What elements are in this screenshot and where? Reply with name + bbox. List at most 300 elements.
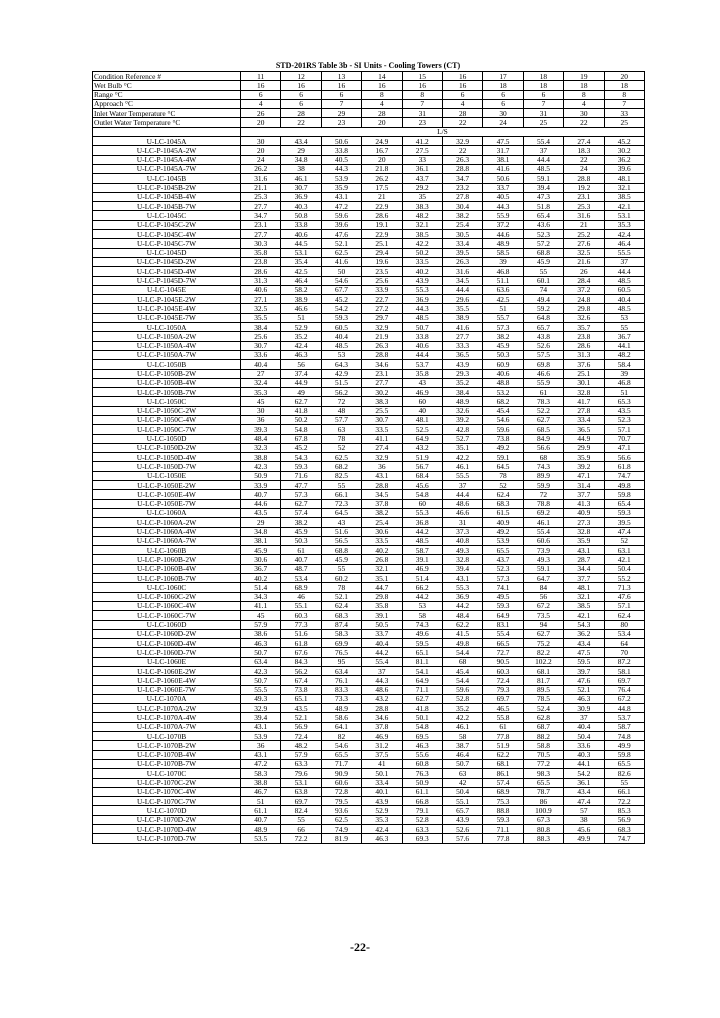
flow-value: 50.7: [442, 759, 482, 768]
flow-value: 33.9: [241, 481, 281, 490]
flow-value: 51.8: [523, 202, 563, 211]
condition-value: 8: [362, 90, 402, 99]
table-row: [93, 583, 645, 592]
flow-value: 58.3: [321, 629, 361, 638]
flow-value: 38.5: [402, 230, 442, 239]
flow-value: 32.9: [362, 453, 402, 462]
flow-value: 58.7: [604, 722, 644, 731]
flow-value: 42.4: [604, 230, 644, 239]
condition-value: 6: [241, 90, 281, 99]
flow-value: 28.8: [442, 164, 482, 173]
flow-value: 40.7: [281, 555, 321, 564]
flow-value: 88.2: [523, 732, 563, 741]
flow-value: 16.7: [362, 146, 402, 155]
flow-value: 42.2: [442, 713, 482, 722]
flow-value: 33.4: [442, 239, 482, 248]
flow-value: 68.8: [321, 546, 361, 555]
flow-value: 60.3: [483, 667, 523, 676]
flow-value: 38.8: [241, 453, 281, 462]
flow-value: 49.9: [564, 834, 604, 843]
flow-value: 69.9: [321, 639, 361, 648]
flow-value: 50.7: [241, 676, 281, 685]
flow-value: 54.3: [281, 453, 321, 462]
flow-value: 26.8: [362, 555, 402, 564]
flow-value: 24.9: [362, 137, 402, 146]
flow-value: 49.3: [241, 694, 281, 703]
flow-value: 48.4: [442, 611, 482, 620]
flow-value: 50.5: [362, 620, 402, 629]
flow-value: 49.4: [523, 295, 563, 304]
flow-value: 35.2: [281, 332, 321, 341]
flow-value: 44.2: [362, 648, 402, 657]
table-row: [93, 713, 645, 722]
flow-value: 37.2: [483, 220, 523, 229]
flow-value: 55.5: [442, 471, 482, 480]
model-name: U-LC-1045A: [93, 137, 241, 146]
flow-value: 43.1: [564, 546, 604, 555]
flow-value: 30.7: [241, 341, 281, 350]
flow-value: 78: [321, 434, 361, 443]
flow-value: 68.1: [523, 667, 563, 676]
flow-value: 23.1: [362, 369, 402, 378]
cooling-tower-table: [92, 71, 645, 844]
flow-value: 46.1: [442, 722, 482, 731]
flow-value: 68.8: [523, 248, 563, 257]
model-name: U-LC-P-1060B-7W: [93, 574, 241, 583]
flow-value: 39.4: [442, 564, 482, 573]
flow-value: 35.2: [442, 378, 482, 387]
flow-value: 73.9: [523, 546, 563, 555]
flow-value: 60.5: [321, 323, 361, 332]
flow-value: 68.3: [483, 499, 523, 508]
flow-value: 42.9: [321, 369, 361, 378]
flow-value: 40.6: [402, 341, 442, 350]
flow-value: 44.3: [402, 304, 442, 313]
flow-value: 44.2: [402, 527, 442, 536]
table-row: [93, 202, 645, 211]
flow-value: 64.9: [402, 676, 442, 685]
flow-value: 23.2: [442, 183, 482, 192]
flow-value: 44.6: [483, 230, 523, 239]
flow-value: 48.2: [281, 741, 321, 750]
flow-value: 75.2: [523, 639, 563, 648]
condition-value: 16: [442, 72, 482, 81]
table-row: [93, 769, 645, 778]
model-name: U-LC-1060E: [93, 657, 241, 666]
flow-value: 35.5: [241, 313, 281, 322]
condition-value: 8: [402, 90, 442, 99]
flow-value: 44.9: [564, 434, 604, 443]
flow-value: 31.6: [564, 211, 604, 220]
model-name: U-LC-P-1045C-4W: [93, 230, 241, 239]
flow-value: 47.1: [564, 471, 604, 480]
table-row: [93, 397, 645, 406]
flow-value: 50.9: [402, 778, 442, 787]
model-name: U-LC-P-1060A-2W: [93, 518, 241, 527]
condition-value: 6: [281, 90, 321, 99]
flow-value: 22.9: [362, 230, 402, 239]
model-name: U-LC-P-1050A-4W: [93, 341, 241, 350]
flow-value: 27.7: [241, 202, 281, 211]
condition-value: 18: [483, 81, 523, 90]
flow-value: 43.6: [523, 220, 563, 229]
condition-value: 20: [362, 118, 402, 127]
flow-value: 18.3: [564, 146, 604, 155]
flow-value: 60.1: [523, 276, 563, 285]
flow-value: 76.1: [321, 676, 361, 685]
flow-value: 74.3: [523, 462, 563, 471]
flow-value: 37.5: [362, 750, 402, 759]
flow-value: 57: [564, 806, 604, 815]
model-name: U-LC-P-1070D-2W: [93, 815, 241, 824]
flow-value: 38.4: [241, 323, 281, 332]
model-name: U-LC-P-1060C-7W: [93, 611, 241, 620]
flow-value: 46.4: [281, 276, 321, 285]
flow-value: 72.4: [281, 732, 321, 741]
model-name: U-LC-P-1045E-4W: [93, 304, 241, 313]
flow-value: 42.3: [241, 462, 281, 471]
flow-value: 43: [402, 378, 442, 387]
flow-value: 41.3: [564, 499, 604, 508]
table-row: [93, 611, 645, 620]
model-name: U-LC-P-1070A-2W: [93, 704, 241, 713]
flow-value: 65.1: [281, 694, 321, 703]
flow-value: 54.4: [442, 676, 482, 685]
flow-value: 71.1: [483, 825, 523, 834]
model-name: U-LC-P-1070A-4W: [93, 713, 241, 722]
condition-value: 31: [402, 109, 442, 118]
flow-value: 56.6: [523, 443, 563, 452]
flow-value: 84: [523, 583, 563, 592]
flow-value: 67.8: [281, 434, 321, 443]
model-name: U-LC-P-1070B-7W: [93, 759, 241, 768]
flow-value: 76.3: [402, 769, 442, 778]
table-row: [93, 778, 645, 787]
flow-value: 39.1: [402, 555, 442, 564]
flow-value: 22: [564, 155, 604, 164]
flow-value: 53.9: [483, 536, 523, 545]
flow-value: 28.6: [362, 211, 402, 220]
flow-value: 48.9: [321, 704, 361, 713]
flow-value: 50.2: [402, 248, 442, 257]
flow-value: 33.5: [362, 536, 402, 545]
model-name: U-LC-P-1045E-2W: [93, 295, 241, 304]
flow-value: 69.3: [402, 834, 442, 843]
table-row: [93, 313, 645, 322]
condition-value: 16: [362, 81, 402, 90]
flow-value: 51.4: [241, 583, 281, 592]
table-row: [93, 276, 645, 285]
flow-value: 47.2: [321, 202, 361, 211]
flow-value: 40.4: [321, 332, 361, 341]
flow-value: 26.3: [362, 341, 402, 350]
model-name: U-LC-1060B: [93, 546, 241, 555]
flow-value: 50: [321, 267, 361, 276]
flow-value: 60.3: [281, 611, 321, 620]
flow-value: 68.1: [483, 759, 523, 768]
model-name: U-LC-1060C: [93, 583, 241, 592]
model-name: U-LC-P-1060C-4W: [93, 601, 241, 610]
table-row: [93, 341, 645, 350]
model-name: U-LC-P-1045A-2W: [93, 146, 241, 155]
flow-value: 41.6: [321, 257, 361, 266]
flow-value: 67.2: [523, 601, 563, 610]
flow-value: 30.6: [241, 555, 281, 564]
flow-value: 55.3: [402, 285, 442, 294]
flow-value: 48.9: [483, 239, 523, 248]
flow-value: 34.6: [362, 713, 402, 722]
flow-value: 56.2: [281, 667, 321, 676]
flow-value: 51.5: [321, 378, 361, 387]
flow-value: 34.4: [564, 564, 604, 573]
flow-value: 24: [241, 155, 281, 164]
flow-value: 45.9: [483, 341, 523, 350]
flow-value: 53: [321, 350, 361, 359]
flow-value: 55.6: [402, 750, 442, 759]
flow-value: 48.1: [604, 174, 644, 183]
flow-value: 42.2: [402, 239, 442, 248]
flow-value: 43.2: [362, 694, 402, 703]
condition-value: 28: [442, 109, 482, 118]
model-name: U-LC-P-1050D-2W: [93, 443, 241, 452]
flow-value: 41.7: [564, 397, 604, 406]
flow-value: 74.3: [402, 620, 442, 629]
model-name: U-LC-P-1050A-2W: [93, 332, 241, 341]
flow-value: 26.2: [362, 174, 402, 183]
flow-value: 37: [604, 257, 644, 266]
flow-value: 34.3: [241, 592, 281, 601]
condition-label: Wet Bulb °C: [93, 81, 241, 90]
flow-value: 45.6: [402, 481, 442, 490]
model-name: U-LC-P-1050C-7W: [93, 425, 241, 434]
flow-value: 36.7: [241, 564, 281, 573]
condition-value: 7: [604, 99, 644, 108]
flow-value: 85.3: [604, 806, 644, 815]
flow-value: 40.9: [483, 518, 523, 527]
flow-value: 36.1: [402, 164, 442, 173]
flow-value: 30: [241, 137, 281, 146]
flow-value: 100.9: [523, 806, 563, 815]
condition-value: 16: [241, 81, 281, 90]
flow-value: 46.4: [604, 239, 644, 248]
flow-value: 35.3: [241, 388, 281, 397]
flow-value: 52.8: [442, 694, 482, 703]
flow-value: 48.1: [402, 415, 442, 424]
model-name: U-LC-1060A: [93, 508, 241, 517]
flow-value: 43.7: [402, 174, 442, 183]
flow-value: 61.1: [402, 787, 442, 796]
flow-value: 32.5: [564, 248, 604, 257]
flow-value: 58.1: [604, 667, 644, 676]
flow-value: 45.6: [564, 825, 604, 834]
flow-value: 83.1: [483, 620, 523, 629]
flow-value: 24.8: [564, 295, 604, 304]
flow-value: 41.8: [402, 704, 442, 713]
flow-value: 33.7: [362, 629, 402, 638]
flow-value: 35.9: [564, 453, 604, 462]
flow-value: 56.9: [604, 815, 644, 824]
flow-value: 60: [402, 499, 442, 508]
flow-value: 31.3: [564, 350, 604, 359]
flow-value: 38.4: [442, 388, 482, 397]
flow-value: 48.6: [362, 685, 402, 694]
flow-value: 44.5: [281, 239, 321, 248]
units-row: [93, 127, 645, 136]
flow-value: 29.6: [442, 295, 482, 304]
flow-value: 49.3: [523, 555, 563, 564]
condition-value: 18: [564, 81, 604, 90]
flow-value: 54.8: [402, 490, 442, 499]
flow-value: 50.1: [402, 713, 442, 722]
flow-value: 34.7: [241, 211, 281, 220]
flow-value: 47.5: [564, 648, 604, 657]
condition-value: 31: [523, 109, 563, 118]
flow-value: 33.8: [281, 220, 321, 229]
flow-value: 28.6: [241, 267, 281, 276]
model-name: U-LC-P-1060B-2W: [93, 555, 241, 564]
flow-value: 60.5: [604, 285, 644, 294]
flow-value: 41.2: [402, 137, 442, 146]
flow-value: 38.2: [442, 211, 482, 220]
flow-value: 57.7: [321, 415, 361, 424]
flow-value: 59.8: [604, 750, 644, 759]
flow-value: 44.3: [483, 202, 523, 211]
model-name: U-LC-1050A: [93, 323, 241, 332]
flow-value: 50.3: [281, 536, 321, 545]
condition-value: 12: [281, 72, 321, 81]
flow-value: 48.2: [402, 211, 442, 220]
condition-label: Condition Reference #: [93, 72, 241, 81]
table-row: [93, 220, 645, 229]
flow-value: 55: [604, 323, 644, 332]
model-name: U-LC-P-1060A-7W: [93, 536, 241, 545]
flow-value: 37: [523, 146, 563, 155]
flow-value: 60.6: [321, 778, 361, 787]
table-row: [93, 555, 645, 564]
flow-value: 53.7: [402, 360, 442, 369]
flow-value: 58.3: [241, 769, 281, 778]
flow-value: 40.5: [483, 192, 523, 201]
flow-value: 65.5: [321, 750, 361, 759]
flow-value: 29: [241, 518, 281, 527]
flow-value: 64.9: [402, 434, 442, 443]
flow-value: 43.2: [402, 443, 442, 452]
table-row: [93, 183, 645, 192]
flow-value: 33.5: [362, 425, 402, 434]
flow-value: 35.5: [442, 304, 482, 313]
flow-value: 46.9: [402, 388, 442, 397]
flow-value: 62.7: [523, 629, 563, 638]
flow-value: 62.4: [321, 601, 361, 610]
flow-value: 52.7: [442, 434, 482, 443]
flow-value: 55: [321, 481, 361, 490]
flow-value: 82: [321, 732, 361, 741]
condition-value: 18: [604, 81, 644, 90]
flow-value: 67.3: [523, 815, 563, 824]
flow-value: 38.7: [442, 741, 482, 750]
flow-value: 40.4: [241, 360, 281, 369]
condition-row: [93, 99, 645, 108]
flow-value: 76.5: [321, 648, 361, 657]
flow-value: 66.1: [321, 490, 361, 499]
flow-value: 25.3: [241, 192, 281, 201]
table-row: [93, 787, 645, 796]
flow-value: 53.2: [483, 388, 523, 397]
condition-row: [93, 118, 645, 127]
flow-value: 50.6: [483, 174, 523, 183]
flow-value: 38: [564, 815, 604, 824]
flow-value: 57.1: [604, 425, 644, 434]
flow-value: 61: [523, 388, 563, 397]
flow-value: 62.5: [321, 453, 361, 462]
flow-value: 78.7: [523, 787, 563, 796]
flow-value: 51.6: [321, 527, 361, 536]
flow-value: 65.5: [604, 759, 644, 768]
condition-value: 4: [564, 99, 604, 108]
flow-value: 88.8: [483, 806, 523, 815]
flow-value: 36.1: [564, 778, 604, 787]
table-row: [93, 806, 645, 815]
flow-value: 63: [321, 425, 361, 434]
flow-value: 69.7: [483, 694, 523, 703]
flow-value: 60: [402, 397, 442, 406]
table-row: [93, 518, 645, 527]
flow-value: 37.4: [281, 369, 321, 378]
flow-value: 42.1: [604, 555, 644, 564]
flow-value: 39.5: [604, 518, 644, 527]
condition-value: 17: [483, 72, 523, 81]
table-row: [93, 155, 645, 164]
flow-value: 81.9: [321, 834, 361, 843]
flow-value: 67.6: [281, 648, 321, 657]
flow-value: 25.4: [362, 518, 402, 527]
flow-value: 71.7: [321, 759, 361, 768]
flow-value: 45.2: [604, 137, 644, 146]
table-row: [93, 164, 645, 173]
flow-value: 81.1: [402, 657, 442, 666]
flow-value: 31.6: [241, 174, 281, 183]
model-name: U-LC-1045B: [93, 174, 241, 183]
flow-value: 78.8: [523, 499, 563, 508]
flow-value: 36: [362, 462, 402, 471]
flow-value: 37: [442, 481, 482, 490]
condition-value: 7: [321, 99, 361, 108]
flow-value: 74.7: [604, 834, 644, 843]
flow-value: 50.4: [604, 564, 644, 573]
flow-value: 38: [281, 164, 321, 173]
flow-value: 34.6: [362, 360, 402, 369]
flow-value: 36.7: [604, 332, 644, 341]
flow-value: 25.5: [362, 406, 402, 415]
flow-value: 39.3: [241, 425, 281, 434]
model-name: U-LC-P-1070D-7W: [93, 834, 241, 843]
condition-value: 22: [564, 118, 604, 127]
condition-value: 24: [483, 118, 523, 127]
flow-value: 25.1: [564, 369, 604, 378]
flow-value: 35.3: [362, 815, 402, 824]
flow-value: 58.8: [523, 741, 563, 750]
condition-value: 6: [442, 90, 482, 99]
flow-value: 37.2: [564, 285, 604, 294]
flow-value: 88.3: [523, 834, 563, 843]
flow-value: 27.2: [362, 304, 402, 313]
flow-value: 30.9: [564, 704, 604, 713]
flow-value: 26.3: [442, 257, 482, 266]
flow-value: 65.5: [483, 546, 523, 555]
flow-value: 25.6: [362, 276, 402, 285]
flow-value: 55.4: [523, 527, 563, 536]
flow-value: 68.3: [604, 825, 644, 834]
